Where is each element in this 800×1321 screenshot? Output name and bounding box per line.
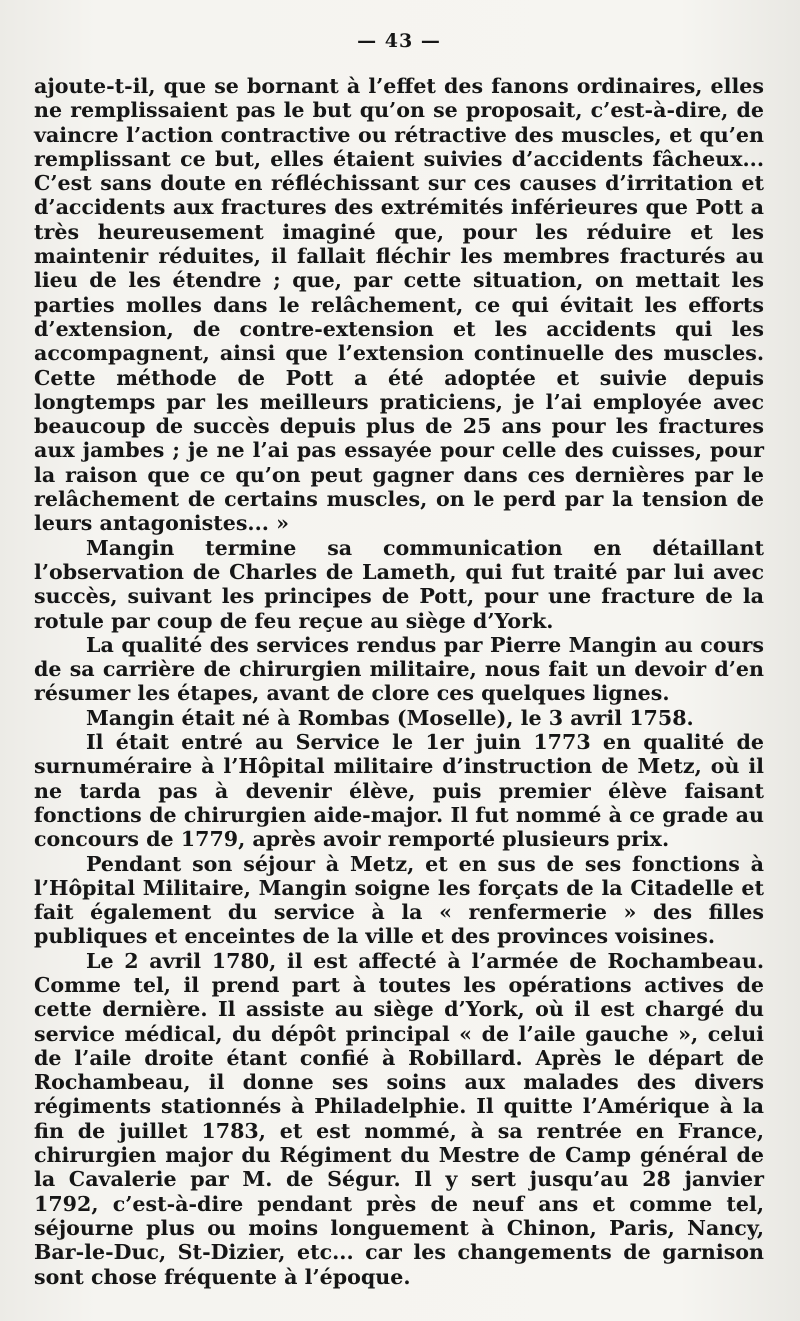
page-number: — 43 —	[357, 30, 441, 52]
paragraph-services-quality: La qualité des services rendus par Pierre Mangin au cours de sa carrière de chirurgien militaire, nous fait un devoir d’en résumer les étapes, avant de clore ces quelques lignes.	[34, 632, 764, 706]
paragraph-entry-service: Il était entré au Service le 1er juin 1773 en qualité de surnuméraire à l’Hôpital militaire d’instruction de Metz, où il ne tarda pas à devenir élève, puis premier élève faisant fonctions de chirurgien aide-major. Il fut nommé à ce grade au concours de 1779, après avoir remporté plusieurs prix.	[34, 730, 764, 852]
paragraph-birth: Mangin était né à Rombas (Moselle), le 3 avril 1758.	[86, 705, 694, 730]
paragraph-mangin-communication: Mangin termine sa communication en détaillant l’observation de Charles de Lameth, qui fut traité par lui avec succès, suivant les principes de Pott, pour une fracture de la rotule par coup de feu reçue au siège d’York.	[34, 535, 764, 633]
body-text	[34, 74, 764, 1289]
paragraph-metz-stay: Pendant son séjour à Metz, et en sus de ses fonctions à l’Hôpital Militaire, Mangin soigne les forçats de la Citadelle et fait également du service à la « renfermerie » des filles publiques et enceintes de la ville et des provinces voisines.	[34, 851, 764, 949]
paragraph-continuation: ajoute-t-il, que se bornant à l’effet des fanons ordinaires, elles ne remplissaient pas le but qu’on se proposait, c’est-à-dire, de vaincre l’action contractive ou rétractive des muscles, et qu’en remplissant ce but, elles étaient suivies d’accidents fâcheux... C’est sans doute en réfléchissant sur ces causes d’irritation et d’accidents aux fractures des extrémités inférieures que Pott a très heureusement imaginé que, pour les réduire et les maintenir réduites, il fallait fléchir les membres fracturés au lieu de les étendre ; que, par cette situation, on mettait les parties molles dans le relâchement, ce qui évitait les efforts d’extension, de contre-extension et les accidents qui les accompagnent, ainsi que l’extension continuelle des muscles. Cette méthode de Pott a été adoptée et suivie depuis longtemps par les meilleurs praticiens, je l’ai employée avec beaucoup de succès depuis plus de 25 ans pour les fractures aux jambes ; je ne l’ai pas essayée pour celle des cuisses, pour la raison que ce qu’on peut gagner dans ces dernières par le relâchement de certains muscles, on le perd par la tension de leurs antagonistes... »	[34, 74, 764, 536]
paragraph-rochambeau-army: Le 2 avril 1780, il est affecté à l’armée de Rochambeau. Comme tel, il prend part à toutes les opérations actives de cette dernière. Il assiste au siège d’York, où il est chargé du service médical, du dépôt principal « de l’aile gauche », celui de l’aile droite étant confié à Robillard. Après le départ de Rochambeau, il donne ses soins aux malades des divers régiments stationnés à Philadelphie. Il quitte l’Amérique à la fin de juillet 1783, et est nommé, à sa rentrée en France, chirurgien major du Régiment du Mestre de Camp général de la Cavalerie par M. de Ségur. Il y sert jusqu’au 28 janvier 1792, c’est-à-dire pendant près de neuf ans et comme tel, séjourne plus ou moins longuement à Chinon, Paris, Nancy, Bar-le-Duc, St-Dizier, etc... car les changements de garnison sont chose fréquente à l’époque.	[34, 948, 764, 1289]
